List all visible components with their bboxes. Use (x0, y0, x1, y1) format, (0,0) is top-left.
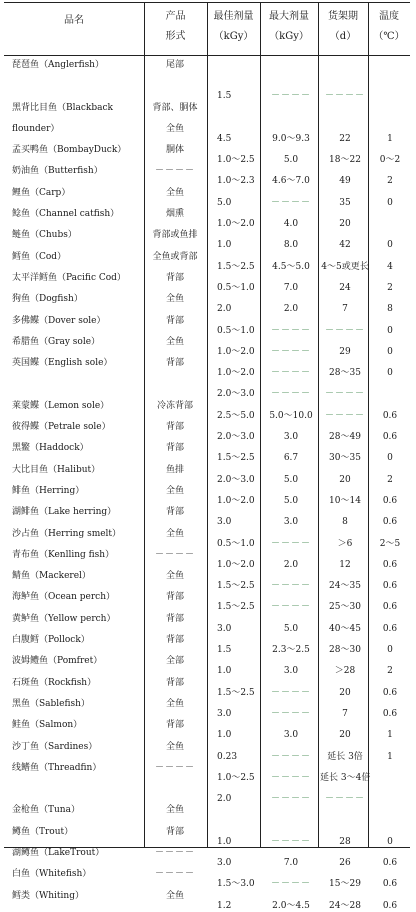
cell-form: 全鱼 (165, 485, 184, 496)
table-row (4, 334, 410, 355)
cell-temp: 0.6 (382, 879, 398, 890)
cell-best: 2.0～3.0 (217, 474, 255, 485)
header-temp-line2: （℃） (373, 31, 405, 42)
header-form-line1: 产品 (165, 11, 186, 22)
cell-best: 1.5～3.0 (217, 879, 255, 890)
cell-temp: 0 (387, 346, 393, 357)
cell-best: 2.0～3.0 (217, 389, 255, 400)
cell-form: －－－－ (154, 166, 195, 177)
cell-max: －－－－ (270, 389, 311, 400)
cell-name: 孟买鸭鱼（BombayDuck） (12, 145, 127, 156)
cell-max: 7.0 (283, 282, 299, 293)
cell-best: 2.0 (217, 304, 232, 315)
header-temp-line1: 温度 (379, 11, 399, 22)
cell-shelf: 49 (339, 176, 351, 187)
cell-temp: 0.6 (382, 623, 398, 634)
cell-name: 希腊鱼（Gray sole） (12, 336, 101, 347)
cell-max: 9.0～9.3 (272, 133, 310, 144)
cell-best: 1.0～2.3 (217, 176, 255, 187)
cell-form: 全鱼 (165, 741, 184, 752)
cell-best: 1.0 (217, 666, 232, 677)
cell-best: 0.5～1.0 (217, 538, 255, 549)
cell-max: －－－－ (270, 751, 311, 762)
cell-max: －－－－ (270, 687, 311, 698)
cell-name: 青布鱼（Kenlling fish） (12, 549, 115, 560)
cell-shelf: 8 (342, 517, 348, 528)
cell-name: 鲢鱼（Chubs） (12, 230, 77, 241)
cell-max: 3.0 (283, 730, 299, 741)
cell-name: 黑背比目鱼（Blackback (12, 102, 113, 113)
cell-form: 冷冻背部 (156, 400, 193, 411)
table-row (4, 462, 410, 483)
cell-shelf: 延长 3倍 (327, 751, 363, 762)
cell-max: 5.0 (283, 495, 299, 506)
cell-best: 3.0 (217, 623, 232, 634)
irradiation-fish-table (4, 2, 410, 911)
cell-max: 2.0～4.5 (272, 900, 310, 911)
cell-max: 2.0 (283, 559, 299, 570)
cell-name: 奶油鱼（Butterfish） (12, 166, 103, 177)
cell-shelf: 20 (339, 219, 351, 230)
table-row (4, 611, 410, 632)
cell-name: 沙占鱼（Herring smelt） (12, 528, 122, 539)
table-row (4, 291, 410, 315)
cell-shelf: －－－－ (324, 389, 365, 400)
cell-max: 5.0 (283, 623, 299, 634)
cell-shelf: 35 (339, 197, 351, 208)
table-row (4, 675, 410, 696)
cell-form: 全鱼 (165, 187, 184, 198)
cell-best: 4.5 (217, 133, 232, 144)
cell-form: －－－－ (154, 762, 195, 773)
cell-best: 1.5～2.5 (217, 581, 255, 592)
table-row (4, 440, 410, 464)
cell-max: －－－－ (270, 708, 311, 719)
cell-shelf: 25～30 (329, 602, 361, 613)
cell-shelf: －－－－ (324, 410, 365, 421)
cell-name: 鳟鱼（Trout） (12, 826, 74, 837)
table-row (4, 845, 410, 866)
table-row (4, 504, 410, 528)
table-row (4, 163, 410, 187)
cell-name: 鲭鱼（Mackerel） (12, 571, 91, 582)
cell-form: 尾部 (165, 60, 184, 70)
cell-max: 4.6～7.0 (272, 176, 310, 187)
cell-max: 8.0 (283, 240, 299, 251)
cell-temp: 8 (387, 304, 393, 315)
cell-temp: 2 (387, 474, 393, 485)
cell-name: 太平洋鳕鱼（Pacific Cod） (12, 272, 126, 283)
cell-form: 背部 (165, 677, 184, 688)
cell-name: 多佛鲽（Dover sole） (12, 315, 106, 326)
cell-form: 鱼排 (165, 464, 184, 475)
cell-temp: 0.6 (382, 517, 398, 528)
cell-temp: 0.6 (382, 495, 398, 506)
cell-form: 背部 (165, 613, 184, 624)
cell-shelf: 30～35 (329, 453, 361, 464)
cell-form: 背部 (165, 826, 184, 837)
cell-temp: 0 (387, 197, 393, 208)
table-row (4, 57, 410, 78)
cell-best: 1.5 (217, 91, 232, 102)
cell-name: 狗鱼（Dogfish） (12, 294, 83, 305)
cell-form: 背部 (165, 635, 184, 646)
cell-shelf: 15～29 (329, 879, 361, 890)
cell-name: 鳕鱼（Cod） (12, 251, 67, 262)
cell-max: －－－－ (270, 772, 311, 783)
cell-shelf: 24～35 (329, 581, 361, 592)
cell-shelf: 22 (339, 133, 351, 144)
header-max-line1: 最大剂量 (269, 11, 309, 22)
table-row (4, 696, 410, 717)
cell-shelf: 24～28 (329, 900, 361, 911)
table-row (4, 568, 410, 592)
cell-best: 3.0 (217, 857, 232, 868)
cell-form: 全鱼 (165, 571, 184, 582)
cell-max: －－－－ (270, 794, 311, 805)
cell-best: 3.0 (217, 517, 232, 528)
cell-best: 1.0 (217, 730, 232, 741)
cell-temp: 2 (387, 666, 393, 677)
cell-form: 背部 (165, 315, 184, 326)
header-shelf-line2: （d） (329, 31, 357, 42)
table-row (4, 824, 410, 845)
cell-shelf: ＞6 (337, 538, 353, 549)
cell-temp: 1 (387, 751, 393, 762)
cell-temp: 0.6 (382, 410, 398, 421)
cell-shelf: 7 (342, 304, 348, 315)
cell-form: 全鱼 (165, 528, 184, 539)
cell-max: 5.0～10.0 (269, 410, 313, 421)
cell-max: －－－－ (270, 581, 311, 592)
cell-name: 鲤鱼（Carp） (12, 187, 71, 198)
cell-form: 背部 (165, 422, 184, 433)
cell-max: －－－－ (270, 836, 311, 847)
cell-best: 3.0 (217, 708, 232, 719)
cell-max: 7.0 (283, 857, 299, 868)
cell-best: 1.0～2.0 (217, 368, 255, 379)
cell-max: 2.3～2.5 (272, 645, 310, 656)
table-row (4, 398, 410, 419)
table-row (4, 547, 410, 568)
table-row (4, 526, 410, 547)
table-row (4, 632, 410, 656)
table-row (4, 888, 410, 909)
header-max-line2: （kGy） (269, 31, 309, 42)
table-row (4, 249, 410, 270)
cell-shelf: 4～5或更长 (321, 261, 369, 272)
cell-max: 2.0 (283, 304, 299, 315)
table-row (4, 419, 410, 443)
table-row (4, 376, 410, 400)
header-name: 品名 (64, 15, 84, 26)
cell-form: 背部 (165, 592, 184, 603)
cell-name: 金枪鱼（Tuna） (12, 805, 80, 816)
table-row (4, 313, 410, 334)
cell-max: 6.7 (283, 453, 299, 464)
cell-temp: 1 (387, 730, 393, 741)
cell-form: 背部 (165, 720, 184, 731)
table-row (4, 589, 410, 613)
cell-max: 3.0 (283, 517, 299, 528)
header-best-line2: （kGy） (213, 31, 254, 42)
cell-form: 背部 (165, 358, 184, 369)
cell-best: 0.23 (217, 751, 238, 762)
cell-name: 鳕类（Whiting） (12, 890, 84, 901)
cell-max: 4.0 (283, 219, 299, 230)
cell-best: 1.2 (217, 900, 232, 911)
cell-form: 全鱼 (165, 805, 184, 816)
cell-max: －－－－ (270, 602, 311, 613)
cell-temp: 0.6 (382, 857, 398, 868)
cell-max: －－－－ (270, 325, 311, 336)
cell-name: 海鲈鱼（Ocean perch） (12, 592, 115, 603)
cell-name: 鲶鱼（Channel catfish） (12, 209, 120, 220)
cell-best: 1.5～2.5 (217, 602, 255, 613)
cell-shelf: 28～30 (329, 645, 361, 656)
cell-name: 鲑鱼（Salmon） (12, 720, 83, 731)
cell-shelf: 20 (339, 687, 351, 698)
cell-form: 背部 (165, 507, 184, 518)
cell-form: 全部 (165, 656, 184, 667)
cell-temp: 0 (387, 325, 393, 336)
table-row (4, 717, 410, 741)
cell-name: 黑鱼（Sablefish） (12, 698, 90, 709)
cell-name: 大比目鱼（Halibut） (12, 464, 101, 475)
cell-temp: 0.6 (382, 687, 398, 698)
cell-best: 5.0 (217, 197, 232, 208)
header-best-line1: 最佳剂量 (213, 11, 254, 22)
cell-name: 石斑鱼（Rockfish） (12, 677, 97, 688)
cell-name: 琵琶鱼（Anglerfish） (12, 60, 104, 70)
table-body (4, 57, 410, 909)
cell-temp: 0 (387, 368, 393, 379)
cell-best: 1.5～2.5 (217, 453, 255, 464)
cell-temp: 2 (387, 176, 393, 187)
cell-form: 烟熏 (165, 209, 184, 220)
table-row (4, 653, 410, 677)
header-shelf-line1: 货架期 (328, 11, 358, 22)
cell-shelf: －－－－ (324, 325, 365, 336)
table-row (4, 100, 410, 121)
header-form-line2: 形式 (165, 31, 186, 42)
cell-temp: 0.6 (382, 432, 398, 443)
cell-form: 背部或鱼排 (152, 230, 198, 241)
cell-shelf: 7 (342, 708, 348, 719)
cell-name: 白鱼（Whitefish） (12, 869, 92, 880)
cell-max: 4.5～5.0 (272, 261, 310, 272)
cell-temp: 0 (387, 836, 393, 847)
cell-best: 1.0～2.0 (217, 219, 255, 230)
cell-temp: 0.6 (382, 708, 398, 719)
table-row (4, 270, 410, 291)
cell-name: 湖鳟鱼（LakeTrout） (12, 847, 105, 858)
cell-name: 英国鲽（English sole） (12, 358, 113, 369)
cell-best: 1.0 (217, 836, 232, 847)
cell-best: 0.5～1.0 (217, 282, 255, 293)
cell-temp: 4 (387, 261, 393, 272)
cell-form: －－－－ (154, 869, 195, 880)
cell-best: 1.0～2.5 (217, 772, 255, 783)
cell-name: 彼得鲽（Petrale sole） (12, 422, 111, 433)
cell-name: 莱蒙鲽（Lemon sole） (12, 400, 110, 411)
cell-shelf: 28～35 (329, 368, 361, 379)
cell-form: 背部、胴体 (152, 102, 198, 113)
cell-form: 背部 (165, 443, 184, 454)
cell-form: －－－－ (154, 549, 195, 560)
cell-max: 3.0 (283, 666, 299, 677)
cell-temp: 0.6 (382, 900, 398, 911)
cell-form: 背部 (165, 272, 184, 283)
cell-temp: 0.6 (382, 602, 398, 613)
table-row (4, 483, 410, 504)
cell-shelf: 24 (339, 282, 351, 293)
cell-name: 湖鲱鱼（Lake herring） (12, 507, 117, 518)
cell-best: 1.5～2.5 (217, 687, 255, 698)
cell-best: 1.0～2.0 (217, 559, 255, 570)
cell-temp: 0 (387, 453, 393, 464)
cell-max: －－－－ (270, 91, 311, 102)
cell-max: 5.0 (283, 155, 299, 166)
table-row (4, 802, 410, 823)
cell-shelf: 20 (339, 730, 351, 741)
cell-best: 1.0～2.0 (217, 346, 255, 357)
cell-shelf: ＞28 (334, 666, 356, 677)
cell-form: 全鱼 (165, 123, 184, 134)
table-row (4, 121, 410, 142)
cell-temp: 0.6 (382, 559, 398, 570)
cell-shelf: －－－－ (324, 794, 365, 805)
table-row (4, 142, 410, 166)
cell-best: 1.0～2.5 (217, 155, 255, 166)
cell-name: 白腹鳕（Pollock） (12, 635, 90, 646)
cell-max: －－－－ (270, 368, 311, 379)
cell-name: 线鳍鱼（Threadfin） (12, 762, 102, 773)
cell-max: 5.0 (283, 474, 299, 485)
cell-form: 全鱼 (165, 890, 184, 901)
table-row (4, 355, 410, 379)
cell-max: －－－－ (270, 879, 311, 890)
table-row (4, 739, 410, 760)
cell-temp: 0.6 (382, 581, 398, 592)
cell-name: 黄鲈鱼（Yellow perch） (12, 613, 116, 624)
cell-best: 1.0 (217, 240, 232, 251)
cell-temp: 2 (387, 282, 393, 293)
cell-name: 沙丁鱼（Sardines） (12, 741, 98, 752)
cell-temp: 0～2 (379, 155, 401, 166)
cell-best: 2.5～5.0 (217, 410, 255, 421)
cell-best: 1.5 (217, 645, 232, 656)
cell-shelf: 29 (339, 346, 351, 357)
cell-max: 3.0 (283, 432, 299, 443)
table-row (4, 866, 410, 890)
cell-shelf: 28～49 (329, 432, 361, 443)
cell-best: 2.0 (217, 794, 232, 805)
cell-best: 2.0～3.0 (217, 432, 255, 443)
cell-temp: 1 (387, 133, 393, 144)
cell-name: 波姆鳢鱼（Pomfret） (12, 656, 103, 667)
cell-shelf: 10～14 (329, 495, 361, 506)
cell-form: 胴体 (165, 145, 184, 156)
cell-shelf: 42 (339, 240, 351, 251)
cell-form: 全鱼 (165, 336, 184, 347)
cell-best: 1.0～2.0 (217, 495, 255, 506)
table-row (4, 781, 410, 805)
table-row (4, 78, 410, 102)
cell-shelf: 40～45 (329, 623, 361, 634)
cell-shelf: 28 (339, 836, 351, 847)
cell-max: －－－－ (270, 197, 311, 208)
cell-shelf: 延长 3～4倍 (320, 772, 371, 783)
cell-temp: 2～5 (379, 538, 401, 549)
cell-shelf: 20 (339, 474, 351, 485)
cell-shelf: －－－－ (324, 91, 365, 102)
table-row (4, 760, 410, 781)
table-row (4, 185, 410, 206)
cell-name: flounder） (12, 123, 60, 134)
cell-form: 全鱼或背部 (152, 251, 198, 262)
cell-name: 鲱鱼（Herring） (12, 485, 85, 496)
cell-shelf: 12 (339, 559, 351, 570)
cell-shelf: 26 (339, 857, 351, 868)
cell-form: 全鱼 (165, 698, 184, 709)
cell-shelf: 18～22 (329, 155, 361, 166)
table-row (4, 206, 410, 230)
cell-temp: 0 (387, 645, 393, 656)
cell-name: 黑鳘（Haddock） (12, 443, 89, 454)
cell-max: －－－－ (270, 346, 311, 357)
table-row (4, 227, 410, 251)
cell-form: －－－－ (154, 847, 195, 858)
cell-form: 全鱼 (165, 294, 184, 305)
cell-temp: 0 (387, 240, 393, 251)
cell-best: 1.5～2.5 (217, 261, 255, 272)
cell-max: －－－－ (270, 538, 311, 549)
cell-best: 0.5～1.0 (217, 325, 255, 336)
